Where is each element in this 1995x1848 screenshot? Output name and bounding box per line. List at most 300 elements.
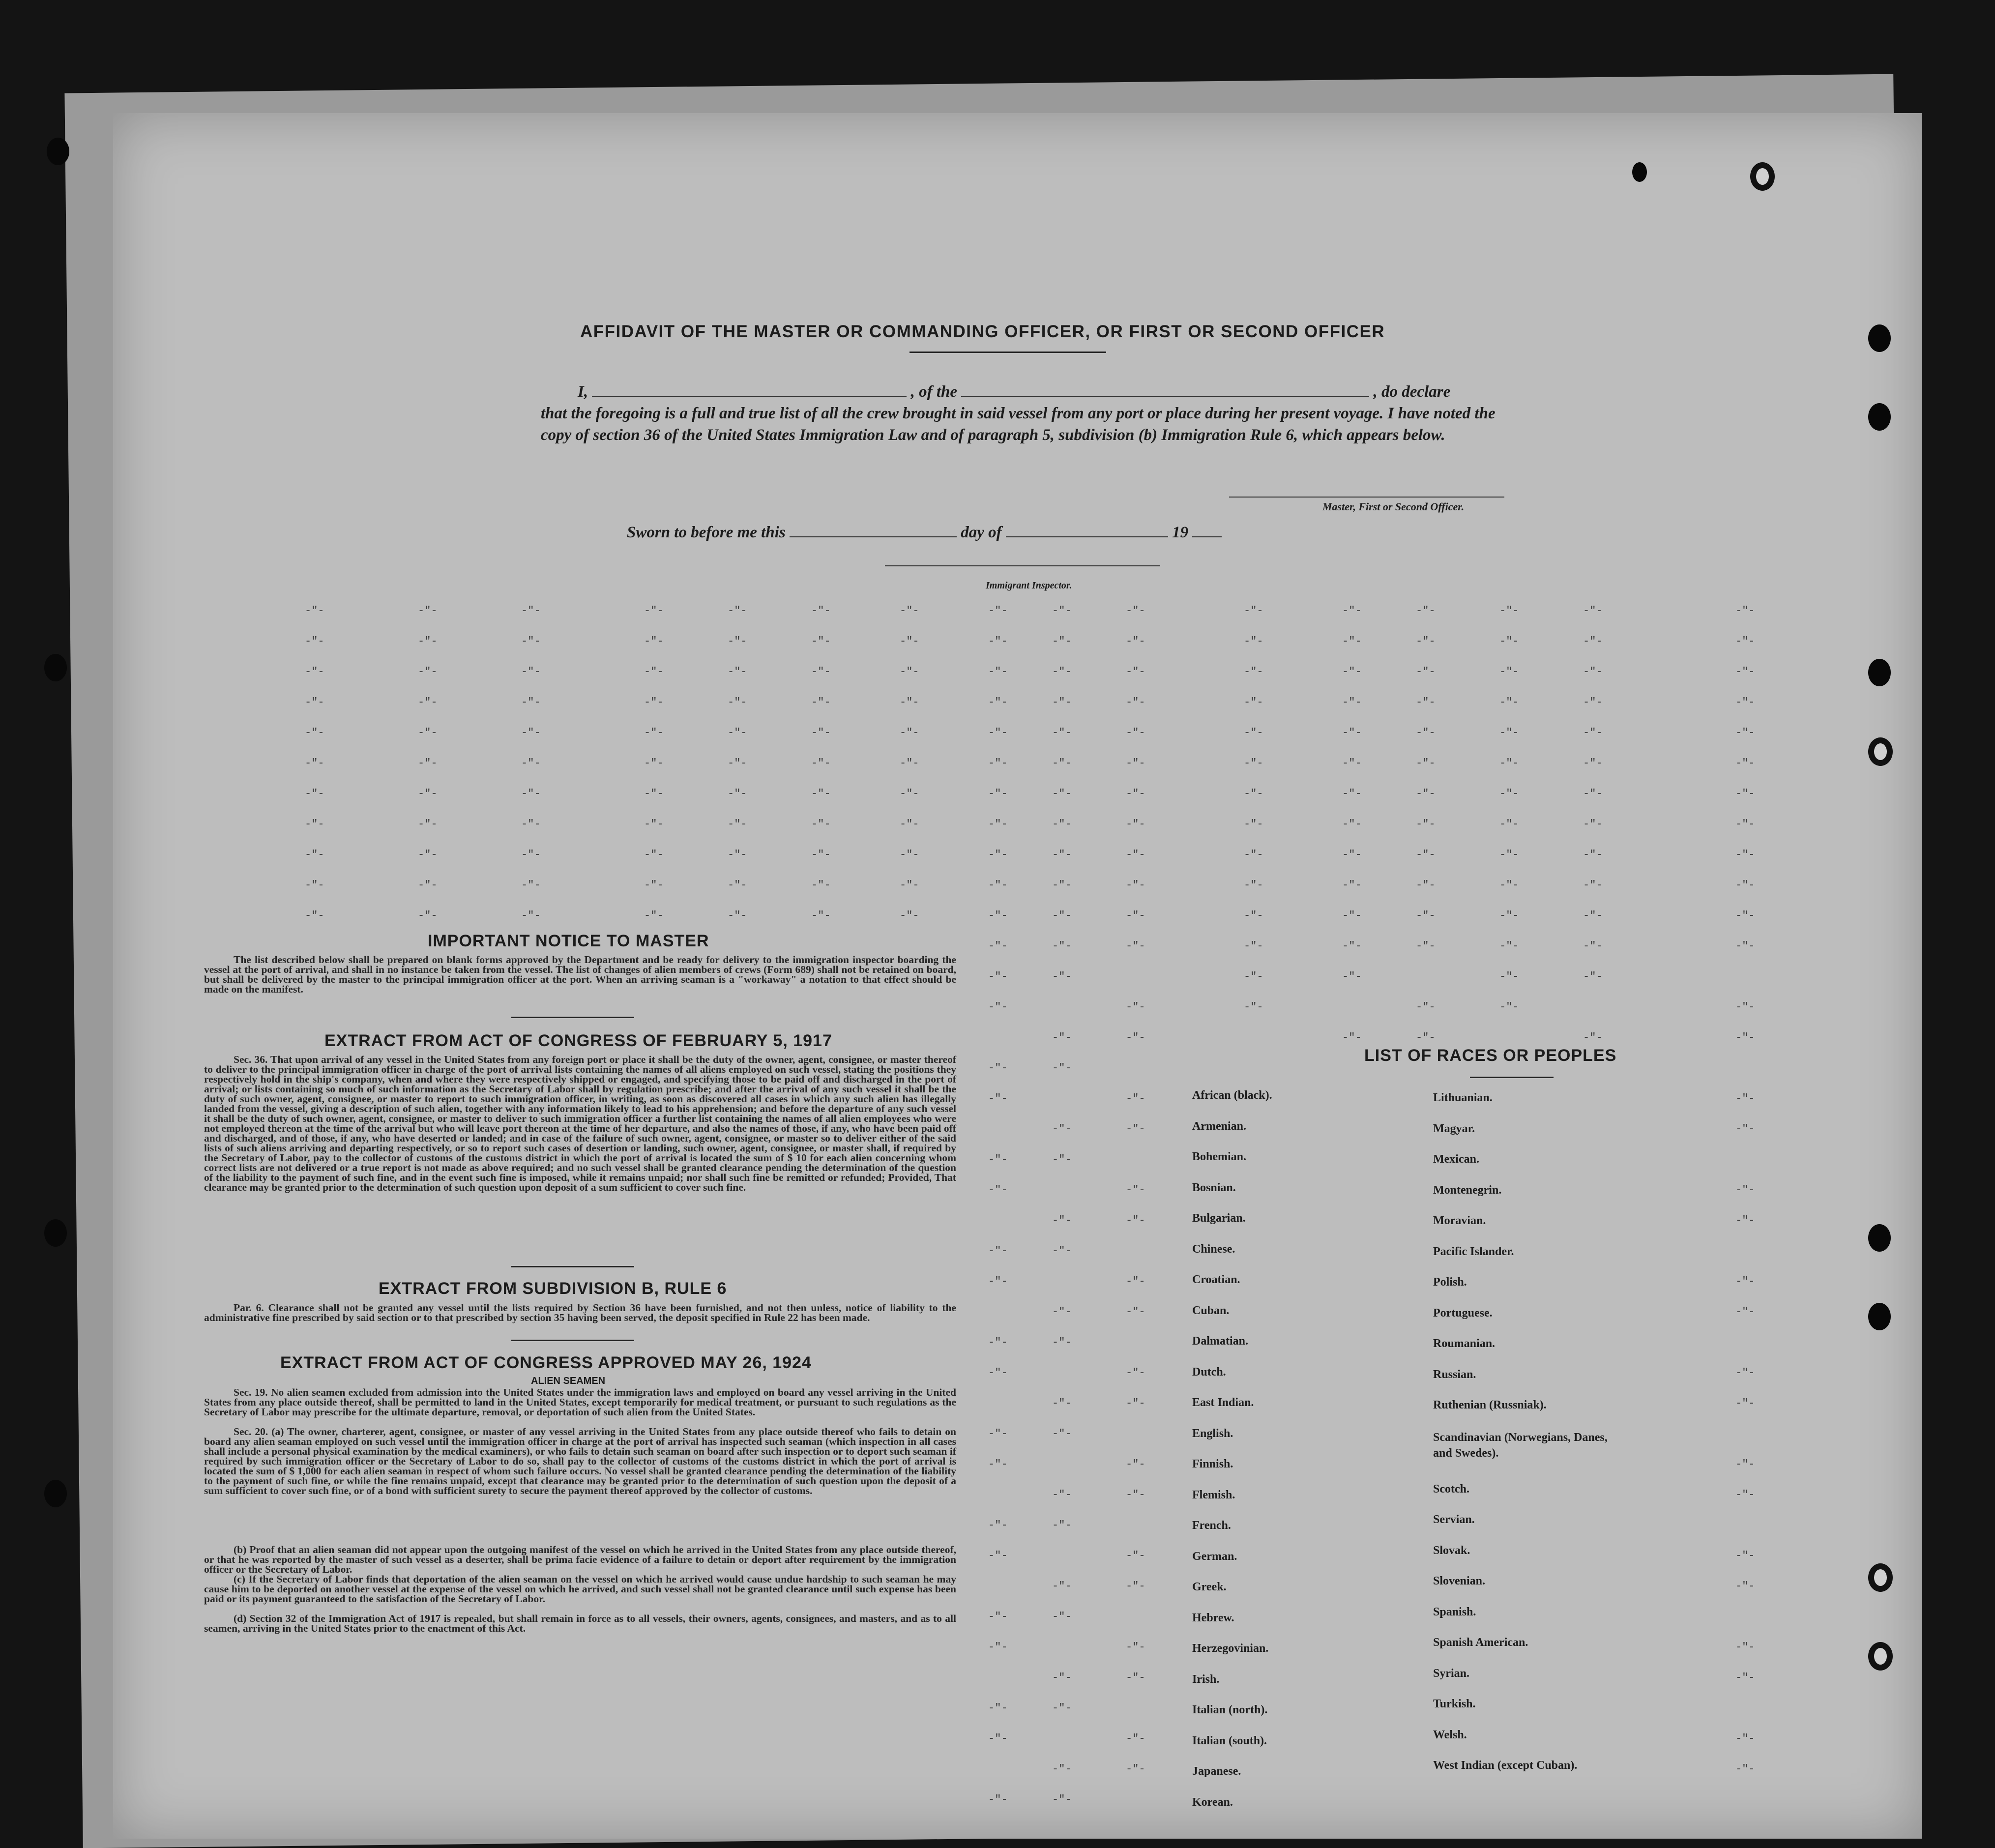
sec19-body: Sec. 19. No alien seamen excluded from admission into the United States under the immigration laws and employed on board any vessel arriving in the United States from any place outside thereof, shall be permitted to land in the United States, except temporarily for medical treatment, or pursuant to such regulations as the Secretary of Labor may prescribe for the ultimate departure, removal, or deportation of such alien from the United States. (204, 1386, 956, 1418)
ditto-mark: -"- (1499, 849, 1519, 861)
ditto-mark: -"- (1416, 605, 1436, 617)
ditto-mark: -"- (900, 696, 919, 708)
race-item: East Indian. (1192, 1396, 1254, 1409)
ditto-mark: -"- (1416, 849, 1436, 861)
ditto-mark: -"- (1416, 1001, 1436, 1013)
punch-hole (1868, 1303, 1891, 1330)
ditto-mark: -"- (644, 696, 664, 708)
ditto-mark: -"- (1583, 788, 1603, 800)
ditto-mark: -"- (1126, 1275, 1145, 1288)
race-item: Polish. (1433, 1276, 1467, 1289)
ditto-mark: -"- (1499, 727, 1519, 739)
vessel-blank[interactable] (961, 382, 1369, 397)
ditto-mark: -"- (1499, 909, 1519, 922)
ditto-mark: -"- (1244, 605, 1263, 617)
ditto-mark: -"- (1735, 1732, 1755, 1745)
ditto-mark: -"- (1735, 1092, 1755, 1105)
race-item: Italian (south). (1192, 1734, 1267, 1747)
ditto-mark: -"- (988, 970, 1008, 983)
punch-hole (47, 138, 69, 165)
ditto-mark: -"- (1735, 1489, 1755, 1501)
ditto-mark: -"- (1244, 635, 1263, 647)
race-item: Korean. (1192, 1795, 1233, 1809)
ditto-mark: -"- (1583, 757, 1603, 769)
ditto-mark: -"- (1052, 1428, 1072, 1440)
ditto-mark: -"- (1126, 1184, 1145, 1196)
ditto-mark: -"- (1583, 696, 1603, 708)
ditto-mark: -"- (1052, 1580, 1072, 1592)
ditto-mark: -"- (1583, 970, 1603, 983)
ditto-mark: -"- (900, 879, 919, 891)
ditto-mark: -"- (988, 940, 1008, 952)
ditto-mark: -"- (1126, 1458, 1145, 1470)
races-column-2 (1433, 1091, 1620, 1790)
ditto-mark: -"- (988, 1611, 1008, 1623)
ditto-mark: -"- (1583, 849, 1603, 861)
race-item: Bosnian. (1192, 1181, 1236, 1194)
ditto-mark: -"- (988, 788, 1008, 800)
ditto-mark: -"- (418, 879, 438, 891)
ditto-mark: -"- (1126, 1123, 1145, 1135)
do-declare-label: , do declare (1373, 383, 1451, 401)
i-label: I, (578, 383, 588, 401)
ditto-mark: -"- (1052, 1123, 1072, 1135)
ditto-mark: -"- (1052, 1397, 1072, 1409)
punch-hole (1868, 403, 1891, 431)
ditto-mark: -"- (728, 818, 747, 830)
ditto-mark: -"- (988, 727, 1008, 739)
ditto-mark: -"- (1735, 1001, 1755, 1013)
ditto-mark: -"- (1126, 1031, 1145, 1044)
ditto-mark: -"- (811, 788, 831, 800)
ditto-mark: -"- (1342, 788, 1362, 800)
ditto-mark: -"- (305, 757, 324, 769)
ditto-mark: -"- (305, 788, 324, 800)
ditto-mark: -"- (1126, 940, 1145, 952)
ditto-mark: -"- (728, 757, 747, 769)
ditto-mark: -"- (305, 879, 324, 891)
sec20b-body: (b) Proof that an alien seaman did not appear upon the outgoing manifest of the vessel on which he arrived in the United States from any place outside thereof, or that he was reported by the master of such vessel as a deserter, shall be prima facie evidence of a failure to detain or deport after requirement by the immigration officer or the Secretary of Labor. (204, 1544, 956, 1575)
manifest-page (113, 113, 1922, 1839)
ditto-mark: -"- (1416, 666, 1436, 678)
ditto-mark: -"- (728, 696, 747, 708)
ditto-mark: -"- (988, 605, 1008, 617)
ditto-mark: -"- (1052, 1519, 1072, 1531)
ditto-mark: -"- (1052, 696, 1072, 708)
ditto-mark: -"- (988, 1519, 1008, 1531)
ditto-mark: -"- (1735, 1275, 1755, 1288)
ditto-mark: -"- (644, 635, 664, 647)
ditto-mark: -"- (521, 605, 541, 617)
ditto-mark: -"- (900, 849, 919, 861)
ditto-mark: -"- (1244, 1001, 1263, 1013)
ditto-mark: -"- (1342, 849, 1362, 861)
ditto-mark: -"- (1416, 696, 1436, 708)
ditto-mark: -"- (305, 666, 324, 678)
ditto-mark: -"- (1735, 1184, 1755, 1196)
ditto-mark: -"- (1126, 849, 1145, 861)
sec20a-body: Sec. 20. (a) The owner, charterer, agent, consignee, or master of any vessel arriving in the United States from any place outside thereof who fails to detain on board any alien seaman employed on such vessel until the immigration officer in charge at the port of arrival has inspected such seaman (which inspection in all cases shall include a personal physical examination by the medical examiners), or who fails to detain such seaman on board after such inspection or to deport such seaman if required by such immigration officer or the Secretary of Labor to do so, shall pay to the collector of customs of the customs district in which the port of arrival is located the sum of $ 1,000 for each alien seaman in respect of whom such failure occurs. No vessel shall be granted clearance pending the determination of the liability to the payment of such fine, or while the fine remains unpaid, except that clearance may be granted prior to the determination of such question upon the deposit of a sum sufficient to cover such fine, or of a bond with sufficient surety to secure the payment thereof approved by the collector of customs. (204, 1426, 956, 1496)
ditto-mark: -"- (811, 696, 831, 708)
ditto-mark: -"- (1126, 696, 1145, 708)
ditto-mark: -"- (1735, 879, 1755, 891)
ditto-mark: -"- (1052, 909, 1072, 922)
ditto-mark: -"- (1052, 1489, 1072, 1501)
extract-1924-heading: EXTRACT FROM ACT OF CONGRESS APPROVED MAY 26, 1924 (280, 1353, 812, 1372)
ditto-mark: -"- (1735, 757, 1755, 769)
ditto-mark: -"- (1126, 1306, 1145, 1318)
ditto-mark: -"- (1416, 909, 1436, 922)
name-blank[interactable] (592, 382, 907, 397)
ditto-mark: -"- (988, 1428, 1008, 1440)
ditto-mark: -"- (305, 635, 324, 647)
ditto-mark: -"- (1052, 1153, 1072, 1166)
ditto-mark: -"- (1244, 970, 1263, 983)
ditto-mark: -"- (1052, 757, 1072, 769)
title-rule (909, 352, 1106, 353)
ditto-mark: -"- (1499, 788, 1519, 800)
ditto-mark: -"- (988, 757, 1008, 769)
ditto-mark: -"- (988, 1062, 1008, 1074)
ditto-mark: -"- (988, 635, 1008, 647)
ditto-mark: -"- (418, 666, 438, 678)
ditto-mark: -"- (1126, 635, 1145, 647)
ditto-mark: -"- (1244, 818, 1263, 830)
ditto-mark: -"- (1735, 940, 1755, 952)
ditto-mark: -"- (1052, 727, 1072, 739)
ditto-mark: -"- (1052, 1031, 1072, 1044)
ditto-mark: -"- (1499, 818, 1519, 830)
ditto-mark: -"- (418, 727, 438, 739)
ditto-mark: -"- (1126, 727, 1145, 739)
notice-heading: IMPORTANT NOTICE TO MASTER (428, 932, 709, 950)
ditto-mark: -"- (1583, 727, 1603, 739)
ditto-mark: -"- (1126, 879, 1145, 891)
ditto-mark: -"- (1416, 788, 1436, 800)
ditto-mark: -"- (1583, 940, 1603, 952)
race-item: Croatian. (1192, 1273, 1240, 1286)
ditto-mark: -"- (988, 909, 1008, 922)
ditto-mark: -"- (988, 1184, 1008, 1196)
day-of-label: day of (961, 524, 1002, 541)
ditto-mark: -"- (1126, 1580, 1145, 1592)
ditto-mark: -"- (644, 849, 664, 861)
ditto-mark: -"- (1583, 635, 1603, 647)
ditto-mark: -"- (644, 818, 664, 830)
ditto-mark: -"- (988, 1275, 1008, 1288)
ditto-mark: -"- (1342, 970, 1362, 983)
race-item: Portuguese. (1433, 1306, 1493, 1320)
ditto-mark: -"- (900, 818, 919, 830)
ditto-mark: -"- (1416, 940, 1436, 952)
ditto-mark: -"- (900, 727, 919, 739)
ditto-mark: -"- (988, 849, 1008, 861)
ditto-mark: -"- (728, 788, 747, 800)
sworn-label: Sworn to before me this (627, 524, 786, 541)
ditto-mark: -"- (811, 909, 831, 922)
ditto-mark: -"- (1126, 1367, 1145, 1379)
race-item: Japanese. (1192, 1765, 1241, 1778)
ditto-mark: -"- (1735, 1458, 1755, 1470)
ditto-mark: -"- (1052, 879, 1072, 891)
race-item: Hebrew. (1192, 1611, 1234, 1624)
ditto-mark: -"- (1052, 940, 1072, 952)
race-item: Armenian. (1192, 1119, 1246, 1133)
extract-1917-heading: EXTRACT FROM ACT OF CONGRESS OF FEBRUARY 5, 1917 (324, 1031, 832, 1050)
ditto-mark: -"- (811, 635, 831, 647)
ditto-mark: -"- (1052, 1306, 1072, 1318)
race-item: Spanish. (1433, 1605, 1476, 1618)
ditto-mark: -"- (811, 605, 831, 617)
ditto-mark: -"- (988, 818, 1008, 830)
ditto-mark: -"- (728, 666, 747, 678)
extract-rule6-heading: EXTRACT FROM SUBDIVISION B, RULE 6 (379, 1279, 727, 1298)
ditto-mark: -"- (1126, 1397, 1145, 1409)
ditto-mark: -"- (1244, 727, 1263, 739)
ditto-mark: -"- (1499, 605, 1519, 617)
ditto-mark: -"- (1735, 635, 1755, 647)
ditto-mark: -"- (1416, 879, 1436, 891)
ditto-mark: -"- (1499, 696, 1519, 708)
ditto-mark: -"- (305, 909, 324, 922)
race-item: Syrian. (1433, 1667, 1470, 1680)
punch-hole (44, 1219, 67, 1247)
ditto-mark: -"- (988, 1001, 1008, 1013)
ditto-mark: -"- (728, 635, 747, 647)
race-item: West Indian (except Cuban). (1433, 1759, 1578, 1772)
ditto-mark: -"- (1052, 1793, 1072, 1806)
ditto-mark: -"- (418, 635, 438, 647)
ditto-mark: -"- (900, 757, 919, 769)
ditto-mark: -"- (1052, 666, 1072, 678)
ditto-mark: -"- (1244, 940, 1263, 952)
alien-seamen-subheading: ALIEN SEAMEN (531, 1376, 606, 1386)
ditto-mark: -"- (1052, 1245, 1072, 1257)
ditto-mark: -"- (1735, 849, 1755, 861)
ditto-mark: -"- (900, 666, 919, 678)
ditto-mark: -"- (521, 879, 541, 891)
ditto-mark: -"- (728, 879, 747, 891)
ditto-mark: -"- (644, 605, 664, 617)
ditto-mark: -"- (1735, 1580, 1755, 1592)
ditto-mark: -"- (1052, 605, 1072, 617)
race-item: Servian. (1433, 1513, 1475, 1526)
inspector-signature-line[interactable] (885, 565, 1160, 566)
punch-hole (44, 654, 67, 681)
ditto-mark: -"- (988, 1793, 1008, 1806)
race-item: Slovenian. (1433, 1575, 1486, 1587)
punch-hole (1750, 162, 1775, 191)
of-the-label: , of the (910, 383, 958, 401)
ditto-mark: -"- (1342, 635, 1362, 647)
sec20c-body: (c) If the Secretary of Labor finds that deportation of the alien seaman on the vessel on which he arrived would cause undue hardship to such seaman he may cause him to be deported on another vessel at the expense of the vessel on which he arrived, and such vessel shall not be granted clearance until such expense has been paid or its payment guaranteed to the satisfaction of the Secretary of Labor. (204, 1573, 956, 1605)
race-item: Slovak. (1433, 1544, 1470, 1557)
ditto-mark: -"- (1499, 635, 1519, 647)
ditto-mark: -"- (1126, 909, 1145, 922)
ditto-mark: -"- (521, 727, 541, 739)
race-item: Magyar. (1433, 1122, 1475, 1135)
ditto-mark: -"- (988, 879, 1008, 891)
punch-hole (1868, 1563, 1893, 1592)
ditto-mark: -"- (305, 727, 324, 739)
ditto-mark: -"- (644, 757, 664, 769)
ditto-mark: -"- (1342, 879, 1362, 891)
ditto-mark: -"- (1583, 605, 1603, 617)
sworn-date-blank[interactable] (790, 525, 957, 537)
ditto-mark: -"- (1244, 909, 1263, 922)
ditto-mark: -"- (1244, 696, 1263, 708)
ditto-mark: -"- (1735, 666, 1755, 678)
master-signature-label: Master, First or Second Officer. (1322, 500, 1465, 513)
punch-hole (1868, 1224, 1891, 1252)
ditto-mark: -"- (418, 757, 438, 769)
declaration-body: that the foregoing is a full and true list of all the crew brought in said vessel from any port or place during her present voyage. I have noted the copy of section 36 of the United States Immigration Law and of paragraph 5, subdivision (b) Immigration Rule 6, which appears below. (541, 405, 1496, 444)
ditto-mark: -"- (1499, 1001, 1519, 1013)
ditto-mark: -"- (1416, 635, 1436, 647)
ditto-mark: -"- (1244, 666, 1263, 678)
race-item: Bulgarian. (1192, 1212, 1246, 1225)
ditto-mark: -"- (1583, 879, 1603, 891)
race-item: Cuban. (1192, 1304, 1230, 1317)
ditto-mark: -"- (644, 879, 664, 891)
race-item: Pacific Islander. (1433, 1245, 1514, 1258)
ditto-mark: -"- (1052, 1336, 1072, 1349)
ditto-mark: -"- (644, 909, 664, 922)
ditto-mark: -"- (1126, 1672, 1145, 1684)
races-rule (1470, 1077, 1554, 1078)
ditto-mark: -"- (1735, 788, 1755, 800)
ditto-mark: -"- (1735, 909, 1755, 922)
ditto-mark: -"- (1244, 849, 1263, 861)
ditto-mark: -"- (1735, 818, 1755, 830)
ditto-mark: -"- (728, 605, 747, 617)
ditto-mark: -"- (1499, 970, 1519, 983)
ditto-mark: -"- (988, 1458, 1008, 1470)
ditto-mark: -"- (418, 696, 438, 708)
notice-body: The list described below shall be prepared on blank forms approved by the Department and be ready for delivery to the immigration inspector boarding the vessel at the port of arrival, and shall in no instance be taken from the vessel. The list of changes of alien members of crews (Form 689) shall not be retained on board, but shall be delivered by the master to the principal immigration officer at the port. When an arriving seaman is a "workaway" a notation to that effect should be made on the manifest. (204, 954, 956, 995)
ditto-mark: -"- (521, 666, 541, 678)
ditto-mark: -"- (1126, 1092, 1145, 1105)
race-item: Irish. (1192, 1672, 1220, 1686)
ditto-mark: -"- (988, 1732, 1008, 1745)
ditto-mark: -"- (1126, 818, 1145, 830)
ditto-mark: -"- (418, 849, 438, 861)
month-blank[interactable] (1006, 525, 1168, 537)
ditto-mark: -"- (988, 1367, 1008, 1379)
ditto-mark: -"- (418, 818, 438, 830)
ditto-mark: -"- (1126, 1489, 1145, 1501)
ditto-mark: -"- (418, 788, 438, 800)
ditto-mark: -"- (1052, 1672, 1072, 1684)
ditto-mark: -"- (521, 909, 541, 922)
ditto-mark: -"- (1052, 1702, 1072, 1714)
declaration-text (541, 381, 1509, 446)
ditto-mark: -"- (1342, 666, 1362, 678)
ditto-mark: -"- (1735, 1306, 1755, 1318)
ditto-mark: -"- (1342, 940, 1362, 952)
race-item: Russian. (1433, 1368, 1476, 1381)
ditto-mark: -"- (811, 849, 831, 861)
sworn-line (627, 524, 1222, 542)
ditto-mark: -"- (1126, 1763, 1145, 1775)
ditto-mark: -"- (1126, 666, 1145, 678)
race-item: African (black). (1192, 1089, 1272, 1102)
ditto-mark: -"- (1735, 727, 1755, 739)
year-label: 19 (1172, 524, 1189, 541)
ditto-mark: -"- (811, 727, 831, 739)
race-item: English. (1192, 1427, 1233, 1440)
punch-hole (1868, 1642, 1893, 1671)
punch-hole (1632, 162, 1647, 182)
ditto-mark: -"- (1052, 1611, 1072, 1623)
ditto-mark: -"- (1244, 879, 1263, 891)
ditto-mark: -"- (305, 696, 324, 708)
ditto-mark: -"- (1052, 1062, 1072, 1074)
ditto-mark: -"- (988, 666, 1008, 678)
ditto-mark: -"- (1499, 879, 1519, 891)
inspector-signature-label: Immigrant Inspector. (986, 580, 1072, 591)
race-item: German. (1192, 1550, 1237, 1563)
ditto-mark: -"- (1416, 757, 1436, 769)
master-signature-line[interactable] (1229, 497, 1504, 498)
ditto-mark: -"- (644, 727, 664, 739)
race-item: Flemish. (1192, 1488, 1235, 1501)
extract-rule6-rule (511, 1340, 634, 1341)
race-item: Dalmatian. (1192, 1335, 1248, 1348)
ditto-mark: -"- (1499, 666, 1519, 678)
ditto-mark: -"- (1499, 757, 1519, 769)
ditto-mark: -"- (1244, 788, 1263, 800)
ditto-mark: -"- (811, 818, 831, 830)
extract-rule6-body: Par. 6. Clearance shall not be granted any vessel until the lists required by Section 36 have been furnished, and not then unless, notice of liability to the administrative fine prescribed by said section or to that prescribed by section 35 having been served, the deposit specified in Rule 22 has been made. (204, 1302, 956, 1323)
race-item: Finnish. (1192, 1458, 1233, 1470)
ditto-mark: -"- (521, 757, 541, 769)
ditto-mark: -"- (1735, 1672, 1755, 1684)
ditto-mark: -"- (521, 696, 541, 708)
ditto-mark: -"- (1342, 757, 1362, 769)
ditto-mark: -"- (900, 635, 919, 647)
ditto-mark: -"- (1735, 1641, 1755, 1653)
race-item: Moravian. (1433, 1214, 1486, 1227)
ditto-mark: -"- (900, 605, 919, 617)
ditto-mark: -"- (1052, 788, 1072, 800)
year-blank[interactable] (1192, 525, 1222, 537)
race-item: Dutch. (1192, 1365, 1226, 1379)
ditto-mark: -"- (1342, 1031, 1362, 1044)
ditto-mark: -"- (1126, 757, 1145, 769)
ditto-mark: -"- (644, 788, 664, 800)
ditto-mark: -"- (1416, 727, 1436, 739)
race-item: Mexican. (1433, 1153, 1479, 1166)
ditto-mark: -"- (521, 849, 541, 861)
ditto-mark: -"- (1126, 788, 1145, 800)
ditto-mark: -"- (305, 849, 324, 861)
punch-hole (1868, 659, 1891, 686)
ditto-mark: -"- (1583, 909, 1603, 922)
race-item: Montenegrin. (1433, 1183, 1502, 1197)
ditto-mark: -"- (1126, 1732, 1145, 1745)
race-item: Spanish American. (1433, 1636, 1528, 1649)
ditto-mark: -"- (1342, 696, 1362, 708)
race-item: Bohemian. (1192, 1150, 1247, 1163)
ditto-mark: -"- (1583, 666, 1603, 678)
sec20d-body: (d) Section 32 of the Immigration Act of 1917 is repealed, but shall remain in force as to all vessels, their owners, agents, consignees, and masters, and as to all seamen, arriving in the United States prior to the enactment of this Act. (204, 1613, 956, 1634)
ditto-mark: -"- (988, 1153, 1008, 1166)
punch-hole (1868, 737, 1893, 766)
ditto-mark: -"- (1735, 1763, 1755, 1775)
race-item: Chinese. (1192, 1242, 1235, 1256)
ditto-mark: -"- (1735, 1367, 1755, 1379)
